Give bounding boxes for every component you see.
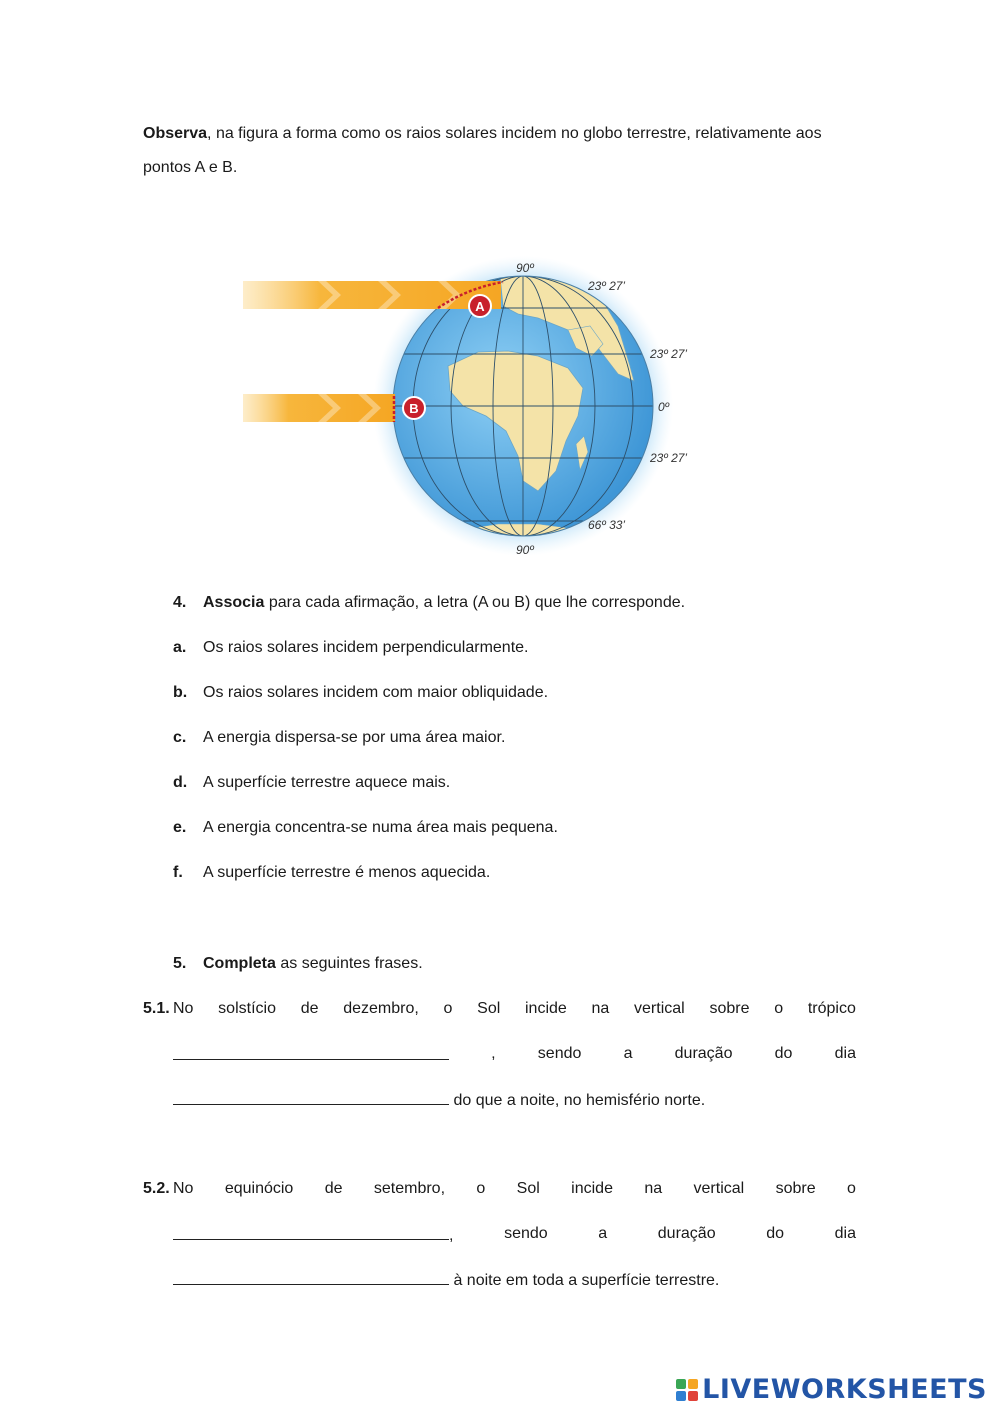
- intro-bold: Observa: [143, 125, 208, 142]
- question-5-2: [143, 1180, 856, 1290]
- point-a-label: A: [475, 299, 485, 314]
- q5-1-blank-1[interactable]: [173, 1045, 449, 1060]
- q5-2-blank-1[interactable]: [173, 1225, 449, 1240]
- q5-1-number: 5.1.: [143, 1000, 170, 1017]
- sun-ray-b: [243, 394, 395, 422]
- intro-text: , na figura a forma como os raios solares incidem no globo terrestre, relativamente aos pontos A e B.: [143, 125, 822, 176]
- logo-text: LIVEWORKSHEETS: [702, 1374, 987, 1405]
- label-tropic-cancer: 23º 27’: [650, 347, 688, 361]
- q5-2-line1: No equinócio de setembro, o Sol incide na vertical sobre o: [173, 1180, 856, 1197]
- label-equator: 0º: [658, 400, 670, 414]
- globe-illustration: [238, 256, 688, 566]
- q5-1-line1: No solstício de dezembro, o Sol incide na vertical sobre o trópico: [173, 1000, 856, 1017]
- q5-1-blank-2[interactable]: [173, 1090, 449, 1105]
- question-5-text: as seguintes frases.: [275, 955, 423, 972]
- question-4-bold: Associa: [203, 594, 265, 611]
- globe-figure: [238, 256, 688, 566]
- question-5-1: [143, 1000, 856, 1110]
- q5-2-blank-2[interactable]: [173, 1270, 449, 1285]
- label-arctic: 23º 27’: [588, 279, 626, 293]
- point-a-marker: [469, 295, 491, 317]
- liveworksheets-logo: [676, 1374, 987, 1405]
- intro-paragraph: [143, 117, 856, 185]
- point-b-label: B: [409, 401, 419, 416]
- point-b-marker: [403, 397, 425, 419]
- q5-2-number: 5.2.: [143, 1180, 170, 1197]
- label-north-pole: 90º: [516, 261, 534, 275]
- label-tropic-capricorn: 23º 27’: [650, 451, 688, 465]
- logo-mark-icon: [676, 1379, 698, 1401]
- question-4-number: 4.: [173, 594, 187, 611]
- q5-1-line3: do que a noite, no hemisfério norte.: [173, 1090, 856, 1110]
- question-4-text: para cada afirmação, a letra (A ou B) que lhe corresponde.: [264, 594, 686, 611]
- label-antarctic: 66º 33’: [588, 518, 626, 532]
- question-5-bold: Completa: [203, 955, 276, 972]
- q5-2-line2: , sendo a duração do dia: [173, 1225, 856, 1245]
- question-5-number: 5.: [173, 955, 187, 972]
- q5-1-line2: , sendo a duração do dia: [173, 1045, 856, 1063]
- label-south-pole: 90º: [516, 543, 534, 557]
- q5-2-line3: à noite em toda a superfície terrestre.: [173, 1270, 856, 1290]
